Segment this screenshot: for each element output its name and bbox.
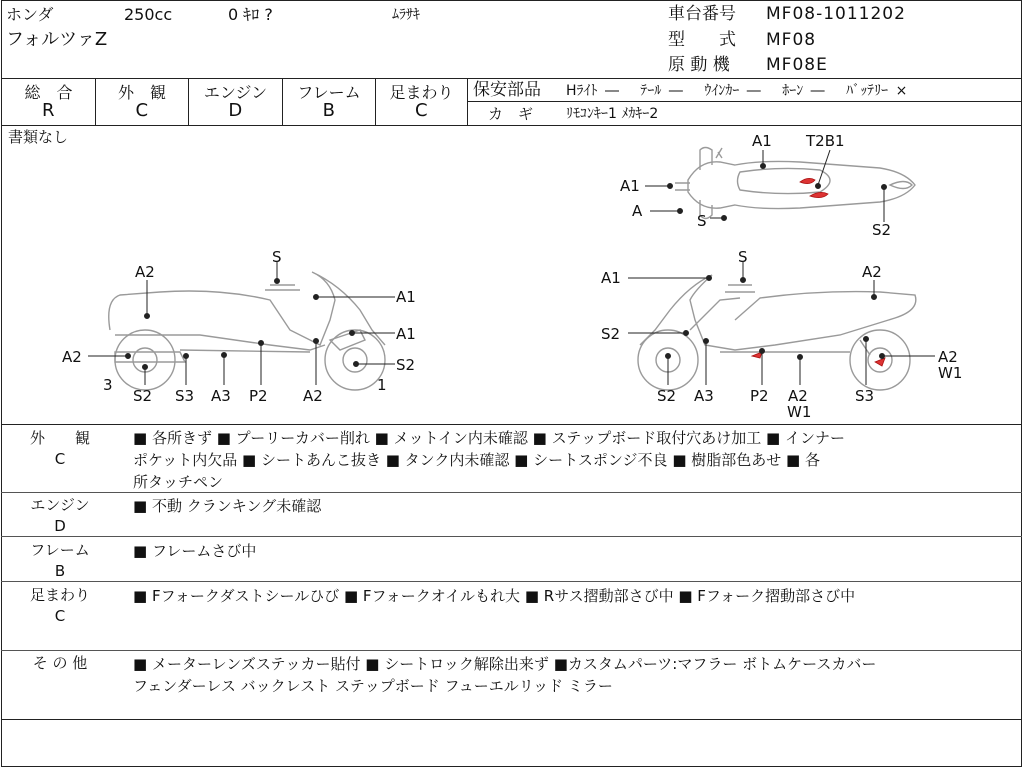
- label-t2b1: T2B1: [806, 132, 845, 150]
- engine-model: MF08E: [766, 55, 828, 75]
- note-frame-line: ■ フレームさび中: [133, 542, 257, 560]
- label-a1: A1: [601, 269, 621, 287]
- note-exterior-grade: C: [54, 450, 66, 468]
- divider: [1, 424, 1022, 425]
- grade-frame-value: B: [322, 100, 336, 121]
- note-frame-head: フレーム: [30, 541, 90, 559]
- keys-label: カ ギ: [488, 105, 534, 123]
- label-w1: W1: [938, 364, 963, 382]
- label-s2: S2: [396, 356, 416, 374]
- safety-label: 保安部品: [473, 80, 541, 100]
- label-s: S: [697, 212, 707, 230]
- model-name: フォルツァZ: [6, 29, 108, 50]
- label-a1: A1: [752, 132, 772, 150]
- bike-top-view: [675, 148, 915, 219]
- label-s2: S2: [601, 325, 621, 343]
- note-engine-line: ■ 不動 クランキング未確認: [133, 497, 322, 515]
- label-a: A: [632, 202, 643, 220]
- grade-frame-label: フレーム: [297, 83, 361, 102]
- label-a2: A2: [938, 348, 958, 366]
- grade-suspension-value: C: [414, 100, 429, 121]
- type-label: 型 式: [668, 30, 736, 50]
- grade-engine-value: D: [228, 100, 243, 121]
- keys-value: ﾘﾓｺﾝｷｰ1 ﾒｶｷｰ2: [566, 106, 659, 122]
- grade-engine-label: エンジン: [203, 83, 268, 102]
- label-a2: A2: [862, 263, 882, 281]
- divider: [1, 719, 1022, 720]
- grade-exterior-value: C: [135, 100, 149, 121]
- damage-mark: [800, 178, 828, 197]
- note-suspension-head: 足まわり: [29, 586, 90, 604]
- label-w1: W1: [787, 403, 812, 421]
- frame-no: MF08-1011202: [766, 4, 906, 24]
- note-other-head: そ の 他: [32, 654, 88, 672]
- label-a2: A2: [62, 348, 82, 366]
- damage-mark: [752, 352, 885, 366]
- grade-overall-value: R: [41, 100, 55, 121]
- note-frame-grade: B: [54, 562, 66, 580]
- frame-no-label: 車台番号: [668, 4, 736, 24]
- label-a2: A2: [135, 263, 155, 281]
- label-s: S: [738, 248, 748, 266]
- mileage: 0 ｷﾛ ?: [228, 5, 273, 24]
- divider: [1, 536, 1022, 537]
- label-s2: S2: [133, 387, 153, 405]
- label-s2: S2: [872, 221, 892, 239]
- maker: ホンダ: [6, 5, 54, 24]
- safety-items: Hﾗｲﾄ ― ﾃｰﾙ ― ｳｲﾝｶｰ ― ﾎｰﾝ ― ﾊﾞｯﾃﾘｰ ×: [566, 83, 908, 99]
- label-number: 1: [377, 376, 387, 394]
- label-p2: P2: [750, 387, 769, 405]
- divider: [1, 581, 1022, 582]
- label-s2: S2: [657, 387, 677, 405]
- label-a2: A2: [303, 387, 323, 405]
- note-exterior-line: ポケット内欠品 ■ シートあんこ抜き ■ タンク内未確認 ■ シートスポンジ不良 ■ 樹脂部色あせ ■ 各: [133, 451, 820, 469]
- label-number: 3: [103, 376, 113, 394]
- label-a1: A1: [396, 288, 416, 306]
- label-p2: P2: [249, 387, 268, 405]
- label-a1: A1: [620, 177, 640, 195]
- note-engine-grade: D: [54, 517, 66, 535]
- label-s3: S3: [855, 387, 875, 405]
- note-suspension-grade: C: [54, 607, 66, 625]
- label-s: S: [272, 248, 282, 266]
- note-engine-head: エンジン: [30, 496, 90, 514]
- documents-note: 書類なし: [8, 128, 69, 146]
- displacement: 250cc: [124, 5, 173, 24]
- grade-suspension-label: 足まわり: [389, 83, 454, 102]
- note-exterior-head: 外 観: [29, 429, 90, 447]
- label-s3: S3: [175, 387, 195, 405]
- note-other-line: フェンダーレス バックレスト ステップボード フューエルリッド ミラー: [133, 677, 613, 695]
- engine-label: 原 動 機: [668, 55, 730, 75]
- note-exterior-line: ■ 各所きず ■ プーリーカバー削れ ■ メットイン内未確認 ■ ステップボード取付穴あけ加工 ■ インナー: [133, 429, 845, 447]
- label-a2: A2: [788, 387, 808, 405]
- color: ﾑﾗｻｷ: [392, 7, 420, 23]
- label-a3: A3: [694, 387, 714, 405]
- bike-left-view: [109, 272, 385, 390]
- divider: [1, 650, 1022, 651]
- grade-overall-label: 総 合: [24, 83, 73, 102]
- grade-exterior-label: 外 観: [117, 83, 166, 102]
- type-value: MF08: [766, 30, 817, 50]
- note-suspension-line: ■ Fフォークダストシールひび ■ Fフォークオイルもれ大 ■ Rサス摺動部さび中 ■ Fフォーク摺動部さび中: [133, 587, 856, 605]
- label-a3: A3: [211, 387, 231, 405]
- note-other-line: ■ メーターレンズステッカー貼付 ■ シートロック解除出来ず ■カスタムパーツ:マフラー ボトムケースカバー: [133, 655, 877, 673]
- leader-lines: [88, 150, 935, 385]
- note-exterior-line: 所タッチペン: [133, 473, 224, 491]
- label-a1: A1: [396, 325, 416, 343]
